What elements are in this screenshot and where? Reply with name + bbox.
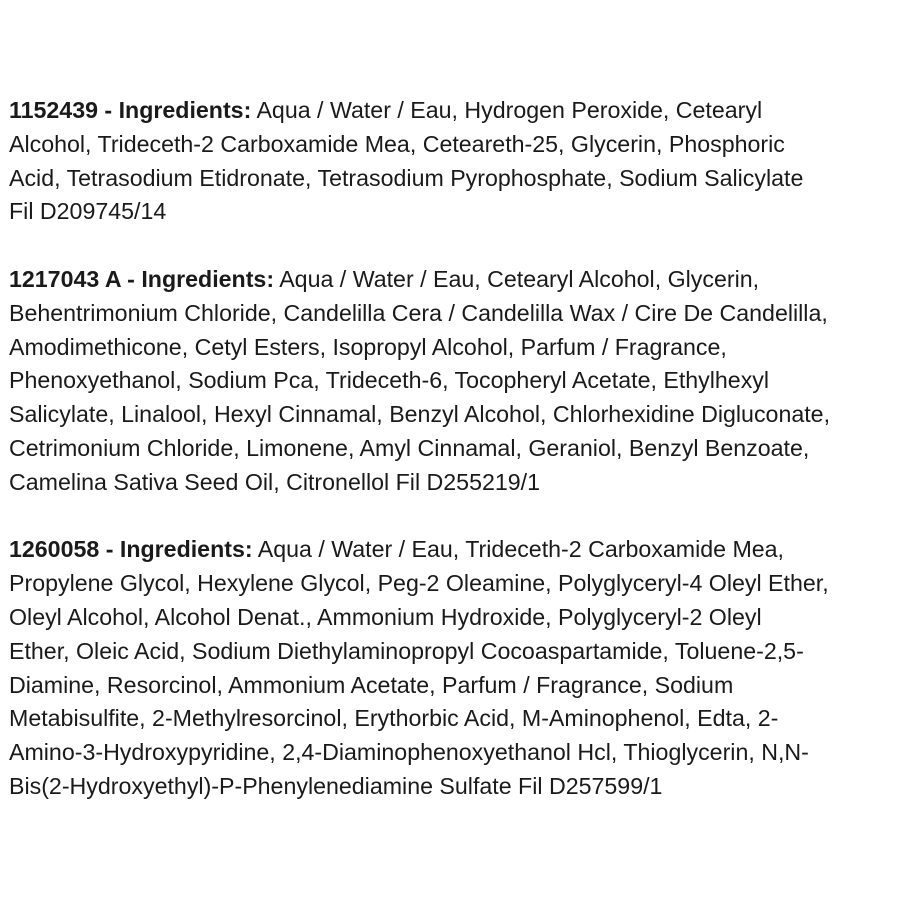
ingredients-document (9, 94, 893, 838)
product-code-label: 1260058 - Ingredients: (9, 536, 253, 563)
ingredient-line: Oleyl Alcohol, Alcohol Denat., Ammonium Hydroxide, Polyglyceryl-2 Oleyl (9, 603, 762, 630)
ingredient-text: Aqua / Water / Eau, Cetearyl Alcohol, Glycerin, (274, 265, 760, 292)
ingredient-line: Fil D209745/14 (9, 198, 167, 225)
product-code-label: 1152439 - Ingredients: (9, 97, 252, 123)
ingredient-line (9, 533, 893, 567)
ingredient-line: Amino-3-Hydroxypyridine, 2,4-Diaminophenoxyethanol Hcl, Thioglycerin, N,N- (9, 739, 809, 766)
product-code-label: 1217043 A - Ingredients: (9, 265, 275, 292)
ingredient-line: Bis(2-Hydroxyethyl)-P-Phenylenediamine Sulfate Fil D257599/1 (9, 772, 663, 799)
ingredient-line: Salicylate, Linalool, Hexyl Cinnamal, Benzyl Alcohol, Chlorhexidine Digluconate, (9, 401, 831, 428)
ingredient-line: Camelina Sativa Seed Oil, Citronellol Fil D255219/1 (9, 468, 541, 495)
ingredient-text: Aqua / Water / Eau, Hydrogen Peroxide, Cetearyl (251, 97, 763, 123)
ingredient-line: Propylene Glycol, Hexylene Glycol, Peg-2 Oleamine, Polyglyceryl-4 Oleyl Ether, (9, 570, 829, 597)
ingredient-line (9, 263, 893, 297)
ingredient-block-1217043-a (9, 263, 893, 500)
ingredient-line: Ether, Oleic Acid, Sodium Diethylaminopropyl Cocoaspartamide, Toluene-2,5- (9, 637, 804, 664)
ingredient-line: Diamine, Resorcinol, Ammonium Acetate, Parfum / Fragrance, Sodium (9, 671, 734, 698)
ingredient-line (9, 94, 893, 128)
ingredient-line: Amodimethicone, Cetyl Esters, Isopropyl Alcohol, Parfum / Fragrance, (9, 333, 727, 360)
ingredient-text: Aqua / Water / Eau, Trideceth-2 Carboxamide Mea, (252, 536, 784, 563)
ingredient-line: Cetrimonium Chloride, Limonene, Amyl Cinnamal, Geraniol, Benzyl Benzoate, (9, 434, 810, 461)
ingredient-block-1152439 (9, 94, 893, 229)
ingredient-block-1260058 (9, 533, 893, 803)
ingredient-line: Acid, Tetrasodium Etidronate, Tetrasodium Pyrophosphate, Sodium Salicylate (9, 164, 804, 191)
ingredient-line: Metabisulfite, 2-Methylresorcinol, Erythorbic Acid, M-Aminophenol, Edta, 2- (9, 705, 779, 732)
ingredient-line: Phenoxyethanol, Sodium Pca, Trideceth-6, Tocopheryl Acetate, Ethylhexyl (9, 367, 770, 394)
ingredient-line: Alcohol, Trideceth-2 Carboxamide Mea, Ceteareth-25, Glycerin, Phosphoric (9, 130, 785, 157)
ingredient-line: Behentrimonium Chloride, Candelilla Cera / Candelilla Wax / Cire De Candelilla, (9, 299, 828, 326)
